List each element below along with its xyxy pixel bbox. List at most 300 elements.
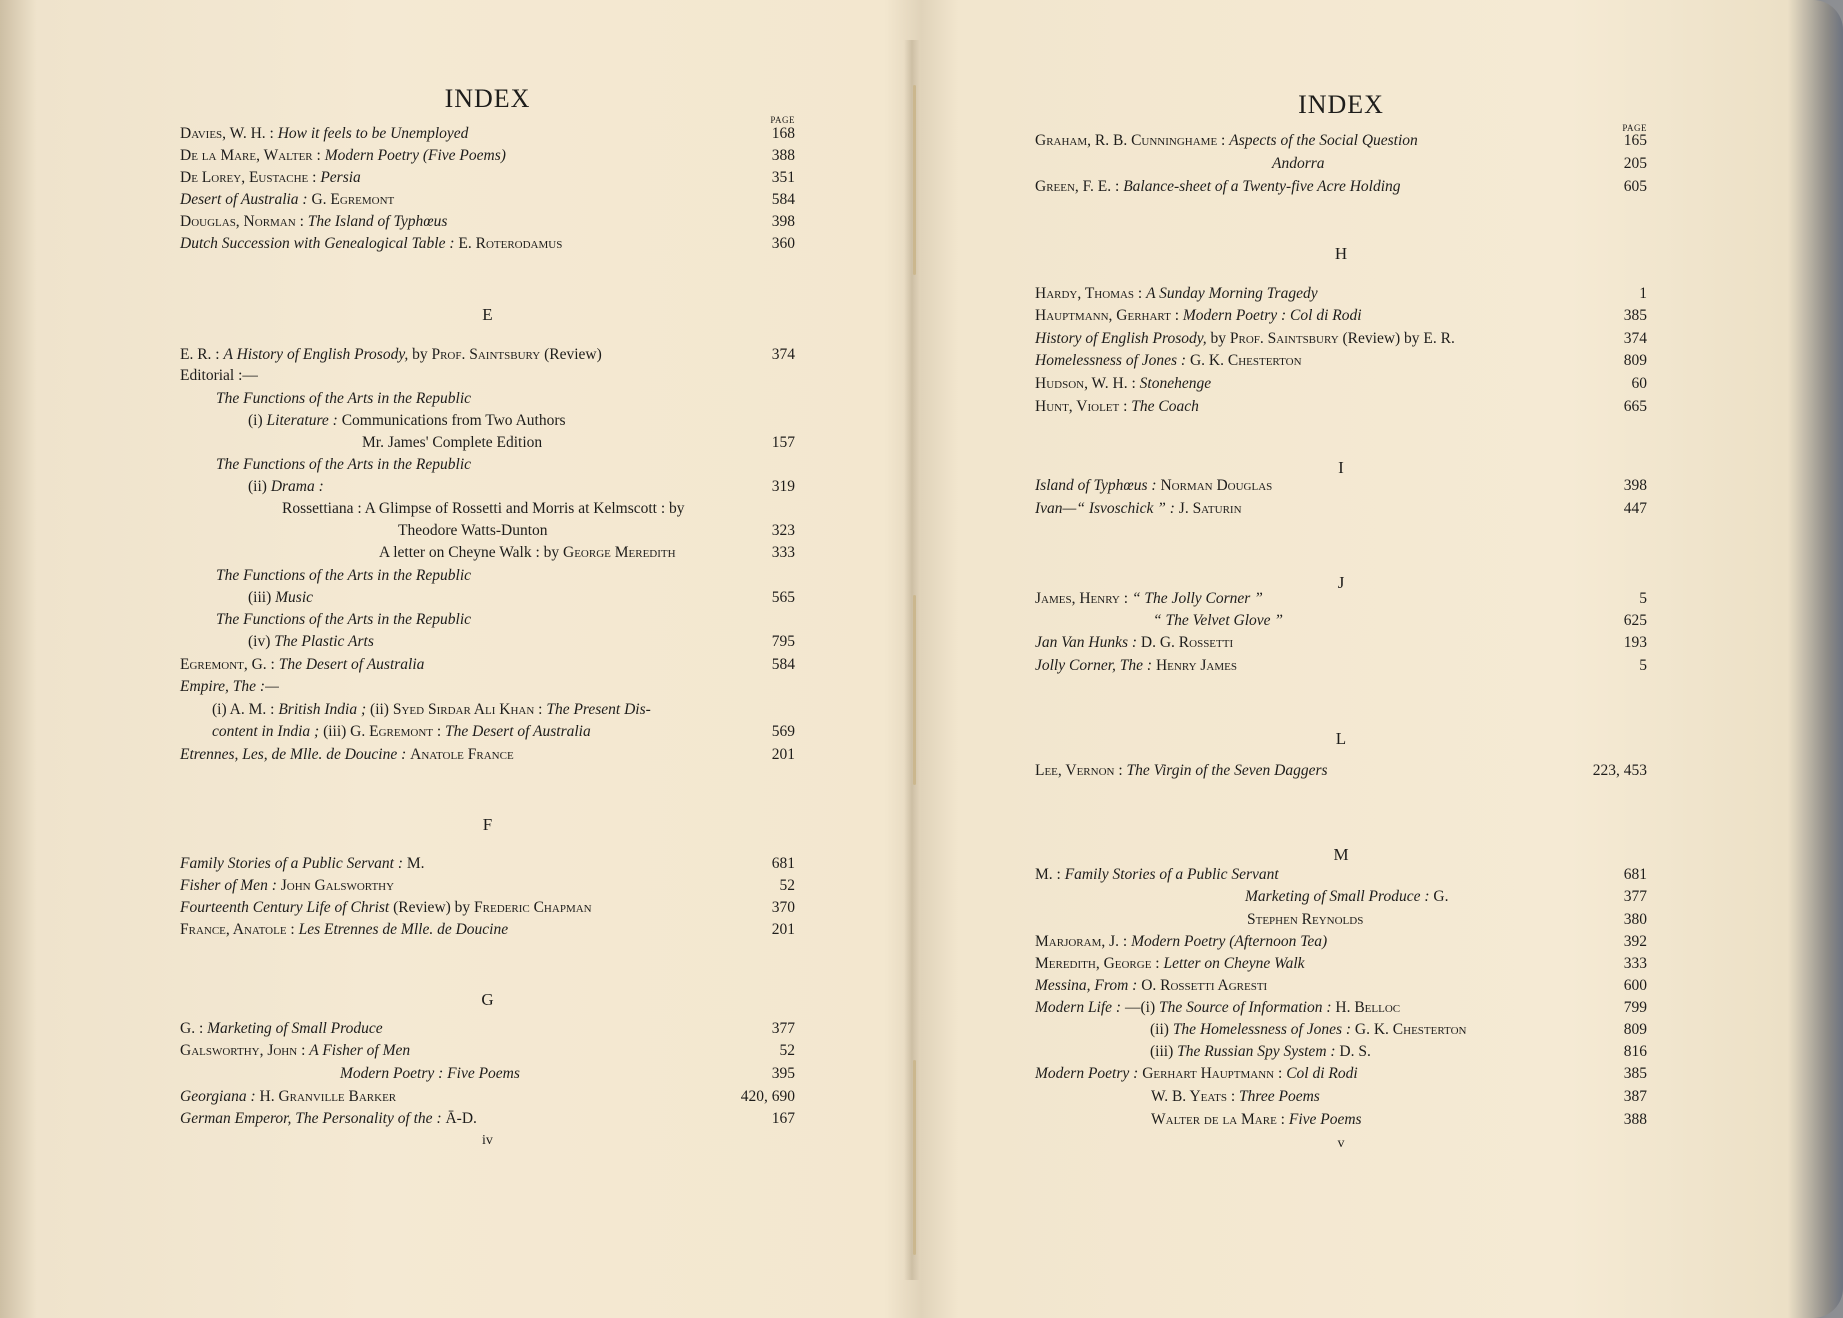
index-entry: [1035, 375, 1647, 397]
entry-text-part: G. K. Chesterton: [1189, 352, 1302, 369]
entry-text: [1035, 933, 1327, 951]
entry-text-part: Henry James: [1155, 657, 1237, 674]
entry-text-part: Editorial :—: [180, 367, 258, 384]
section-letter: I: [1338, 458, 1344, 477]
index-entry: [180, 723, 795, 745]
entry-page-number: 569: [771, 723, 795, 740]
entry-text: [180, 855, 425, 873]
entry-page-number: 223, 453: [1592, 762, 1647, 779]
index-entry: [180, 191, 795, 213]
entry-text-part: Frederic Chapman: [474, 899, 592, 916]
entry-page-number: 380: [1623, 911, 1647, 928]
entry-text-part: Modern Poetry :: [1035, 1065, 1143, 1082]
index-entry: [1035, 1021, 1647, 1043]
entry-text: [1151, 1111, 1362, 1129]
entry-text: [180, 1088, 396, 1106]
entry-text-part: De la Mare, Walter :: [180, 147, 325, 164]
entry-text-part: Balance-sheet of a Twenty-five Acre Holding: [1123, 178, 1401, 195]
entry-text: [340, 1065, 520, 1083]
entry-text: [1035, 352, 1302, 370]
index-entry: [1035, 911, 1647, 933]
entry-page-number: 584: [771, 191, 795, 208]
page-title: INDEX: [444, 84, 531, 113]
entry-text-part: Empire, The :—: [180, 678, 279, 695]
index-entry: [1035, 634, 1647, 656]
entry-text: [180, 678, 279, 696]
index-entry: [1035, 155, 1647, 177]
entry-text: [1035, 590, 1263, 608]
entry-text-part: Lee, Vernon :: [1035, 762, 1127, 779]
entry-text: [180, 191, 394, 209]
entry-text-part: H. Granville Barker: [259, 1088, 397, 1105]
entry-page-number: 665: [1623, 398, 1647, 415]
index-entry: [1035, 132, 1647, 154]
index-entry: [180, 1110, 795, 1132]
entry-page-number: 420, 690: [740, 1088, 795, 1105]
entry-text-part: Fourteenth Century Life of Christ: [180, 899, 394, 916]
section-letter: L: [1335, 729, 1347, 748]
index-entry: [180, 367, 795, 389]
entry-text: [1247, 911, 1363, 929]
entry-text-part: Green, F. E. :: [1035, 178, 1124, 195]
entry-text-part: Andorra: [1272, 155, 1325, 172]
entry-text: [248, 589, 313, 607]
entry-page-number: 799: [1623, 999, 1647, 1016]
index-entry: [180, 633, 795, 655]
entry-page-number: 565: [771, 589, 795, 606]
entry-text: [180, 656, 424, 674]
entry-text-part: James, Henry :: [1035, 590, 1132, 607]
entry-page-number: 584: [771, 656, 795, 673]
index-entry: [180, 346, 795, 368]
entry-text: [216, 567, 471, 585]
index-entry: [180, 567, 795, 589]
entry-text-part: (Review) by E. R.: [1338, 330, 1455, 347]
entry-text: [1151, 1088, 1320, 1106]
entry-text-part: (iii): [1150, 1043, 1178, 1060]
binding-thread: [913, 595, 916, 785]
entry-page-number: 60: [1631, 375, 1647, 392]
entry-text-part: Drama :: [270, 478, 324, 495]
index-entry: [180, 500, 795, 522]
entry-text-part: The Functions of the Arts in the Republic: [216, 390, 472, 407]
entry-text: [1035, 285, 1318, 303]
index-entry: [180, 1065, 795, 1087]
entry-text-part: M. :: [1035, 866, 1065, 883]
entry-page-number: 165: [1623, 132, 1647, 149]
entry-text-part: Norman Douglas: [1160, 477, 1273, 494]
entry-text-part: The Virgin of the Seven Daggers: [1126, 762, 1328, 779]
entry-text: [212, 701, 651, 719]
entry-page-number: 205: [1623, 155, 1647, 172]
index-entry: [1035, 307, 1647, 329]
entry-text: [248, 412, 566, 430]
entry-text: [1035, 178, 1401, 196]
entry-page-number: 600: [1623, 977, 1647, 994]
entry-text: [1035, 977, 1267, 995]
page-title: INDEX: [1298, 90, 1384, 119]
entry-page-number: 392: [1623, 933, 1647, 950]
entry-text: [180, 125, 468, 143]
entry-text-part: Egremont :: [369, 723, 446, 740]
index-entry: [1035, 398, 1647, 420]
entry-text-part: “ The Velvet Glove ”: [1153, 612, 1284, 629]
entry-text: [180, 877, 394, 895]
entry-text-part: A Fisher of Men: [309, 1042, 411, 1059]
index-entry: [1035, 612, 1647, 634]
entry-text-part: Gerhart Hauptmann :: [1142, 1065, 1287, 1082]
index-entry: [180, 589, 795, 611]
entry-page-number: 377: [1623, 888, 1647, 905]
entry-text-part: Syed Sirdar Ali Khan :: [392, 701, 547, 718]
index-entry: [180, 412, 795, 434]
entry-text-part: The Coach: [1131, 398, 1199, 415]
entry-text-part: D. G. Rossetti: [1140, 634, 1234, 651]
index-entry: [180, 125, 795, 147]
entry-text-part: Stephen Reynolds: [1247, 911, 1364, 928]
entry-page-number: 370: [771, 899, 795, 916]
entry-page-number: 809: [1623, 352, 1647, 369]
entry-text-part: (iv): [248, 633, 275, 650]
entry-text-part: The Source of Information :: [1159, 999, 1336, 1016]
entry-text: [1035, 1065, 1358, 1083]
entry-text-part: Egremont, G. :: [180, 656, 279, 673]
entry-text-part: Ivan—“ Isvoschick ” :: [1035, 500, 1179, 517]
entry-page-number: 351: [771, 169, 795, 186]
entry-text-part: British India ;: [278, 701, 371, 718]
index-entry: [180, 544, 795, 566]
index-entry: [180, 921, 795, 943]
entry-text-part: Prof. Saintsbury: [431, 346, 541, 363]
entry-text-part: (i): [248, 412, 267, 429]
entry-text-part: De Lorey, Eustache :: [180, 169, 321, 186]
entry-text-part: Homelessness of Jones :: [1035, 352, 1190, 369]
entry-text-part: Five Poems: [1288, 1111, 1362, 1128]
entry-page-number: 605: [1623, 178, 1647, 195]
index-entry: [180, 656, 795, 678]
entry-text-part: Marketing of Small Produce: [207, 1020, 383, 1037]
entry-text-part: France, Anatole :: [180, 921, 299, 938]
entry-page-number: 374: [771, 346, 795, 363]
entry-page-number: 201: [771, 746, 795, 763]
entry-text-part: John Galsworthy: [280, 877, 395, 894]
section-letter: G: [481, 990, 494, 1009]
entry-text-part: How it feels to be Unemployed: [277, 125, 469, 142]
index-entry: [1035, 1088, 1647, 1110]
entry-text: [1035, 999, 1400, 1017]
entry-text-part: Marjoram, J. :: [1035, 933, 1132, 950]
entry-page-number: 167: [771, 1110, 795, 1127]
entry-text: [1150, 1021, 1466, 1039]
section-letter: M: [1333, 845, 1349, 864]
entry-text: [180, 147, 506, 165]
entry-text-part: Family Stories of a Public Servant: [1064, 866, 1279, 883]
section-letter: F: [482, 815, 493, 834]
entry-text-part: H. Belloc: [1335, 999, 1401, 1016]
entry-page-number: 625: [1623, 612, 1647, 629]
entry-text-part: O. Rossetti Agresti: [1141, 977, 1268, 994]
binding-thread: [913, 85, 916, 275]
entry-page-number: 374: [1623, 330, 1647, 347]
index-entry: [180, 1020, 795, 1042]
entry-text: [1245, 888, 1448, 906]
entry-text-part: Graham, R. B. Cunninghame :: [1035, 132, 1230, 149]
entry-page-number: 395: [771, 1065, 795, 1082]
entry-text-part: The Functions of the Arts in the Republic: [216, 456, 472, 473]
entry-text: [180, 899, 592, 917]
entry-text-part: (i) A. M. :: [212, 701, 279, 718]
index-entry: [1035, 590, 1647, 612]
entry-text: [379, 544, 676, 562]
index-entry: [180, 434, 795, 456]
index-entry: [180, 899, 795, 921]
entry-text-part: Etrennes, Les, de Mlle. de Doucine :: [180, 746, 411, 763]
entry-text-part: Walter de la Mare :: [1151, 1111, 1289, 1128]
entry-text-part: Modern Life :: [1035, 999, 1125, 1016]
entry-text-part: Desert of Australia :: [180, 191, 312, 208]
index-entry: [180, 611, 795, 633]
entry-text-part: Modern Poetry (Afternoon Tea): [1131, 933, 1328, 950]
entry-text-part: Music: [275, 589, 314, 606]
entry-page-number: 681: [1623, 866, 1647, 883]
index-entry: [1035, 1065, 1647, 1087]
entry-text: [1150, 1043, 1371, 1061]
entry-page-number: 360: [771, 235, 795, 252]
index-entry: [1035, 1043, 1647, 1065]
entry-text-part: Island of Typhœus :: [1035, 477, 1161, 494]
index-entry: [1035, 477, 1647, 499]
index-entry: [180, 678, 795, 700]
index-entry: [1035, 285, 1647, 307]
entry-page-number: 201: [771, 921, 795, 938]
entry-text-part: E. R. :: [180, 346, 224, 363]
entry-text: [180, 367, 258, 385]
entry-text-part: Meredith, George :: [1035, 955, 1164, 972]
entry-text-part: George Meredith: [563, 544, 676, 561]
entry-text-part: Dutch Succession with Genealogical Table :: [180, 235, 459, 252]
entry-text-part: Hunt, Violet :: [1035, 398, 1132, 415]
entry-text-part: Family Stories of a Public Servant :: [180, 855, 407, 872]
entry-text-part: Ā-D.: [445, 1110, 477, 1127]
entry-text: [1035, 866, 1279, 884]
entry-page-number: 681: [771, 855, 795, 872]
entry-text-part: G. K. Chesterton: [1354, 1021, 1467, 1038]
entry-page-number: 388: [771, 147, 795, 164]
entry-text-part: M.: [406, 855, 425, 872]
entry-text-part: W. B. Yeats :: [1151, 1088, 1240, 1105]
index-entry: [1035, 500, 1647, 522]
entry-text-part: (ii): [1150, 1021, 1173, 1038]
entry-page-number: 333: [771, 544, 795, 561]
entry-text: [398, 522, 548, 540]
entry-text-part: Les Etrennes de Mlle. de Doucine: [298, 921, 509, 938]
index-entry: [180, 877, 795, 899]
entry-text: [180, 1020, 383, 1038]
entry-page-number: 816: [1623, 1043, 1647, 1060]
entry-text: [1035, 634, 1233, 652]
entry-text-part: Hardy, Thomas :: [1035, 285, 1147, 302]
entry-text: [1035, 132, 1418, 150]
entry-page-number: 52: [779, 877, 795, 894]
entry-page-number: 157: [771, 434, 795, 451]
entry-text-part: Persia: [320, 169, 361, 186]
section-letter: H: [1334, 244, 1348, 263]
entry-text: [216, 456, 471, 474]
entry-text-part: The Present Dis-: [546, 701, 651, 718]
entry-text-part: Georgiana :: [180, 1088, 260, 1105]
entry-text-part: Douglas, Norman :: [180, 213, 308, 230]
entry-text-part: J. Saturin: [1178, 500, 1242, 517]
entry-text-part: A History of English Prosody,: [223, 346, 413, 363]
entry-text-part: Anatole France: [410, 746, 514, 763]
entry-text-part: The Island of Typhœus: [307, 213, 448, 230]
section-letter: E: [482, 305, 493, 324]
entry-page-number: 398: [771, 213, 795, 230]
entry-page-number: 1: [1639, 285, 1647, 302]
entry-text-part: Three Poems: [1239, 1088, 1320, 1105]
entry-text: [1153, 612, 1283, 630]
entry-text: [180, 169, 361, 187]
entry-text-part: Col di Rodi: [1286, 1065, 1358, 1082]
entry-text-part: Theodore Watts-Dunton: [398, 522, 548, 539]
entry-text-part: Marketing of Small Produce :: [1245, 888, 1434, 905]
entry-text: [216, 611, 471, 629]
index-entry: [1035, 933, 1647, 955]
entry-text-part: —(i): [1124, 999, 1159, 1016]
entry-text: [212, 723, 591, 741]
entry-text-part: Letter on Cheyne Walk: [1163, 955, 1305, 972]
entry-page-number: 387: [1623, 1088, 1647, 1105]
index-entry: [1035, 999, 1647, 1021]
entry-text-part: (ii): [248, 478, 271, 495]
entry-text-part: (ii): [370, 701, 393, 718]
index-entry: [180, 213, 795, 235]
entry-text-part: The Desert of Australia: [278, 656, 425, 673]
entry-page-number: 319: [771, 478, 795, 495]
entry-text-part: A letter on Cheyne Walk : by: [379, 544, 564, 561]
page-folio: v: [1337, 1136, 1345, 1151]
entry-text-part: Modern Poetry : Five Poems: [340, 1065, 520, 1082]
index-entry: [180, 147, 795, 169]
index-entry: [180, 456, 795, 478]
entry-text-part: A Sunday Morning Tragedy: [1146, 285, 1318, 302]
entry-text-part: Literature :: [266, 412, 342, 429]
entry-text-part: D. S.: [1339, 1043, 1371, 1060]
entry-text-part: Galsworthy, John :: [180, 1042, 310, 1059]
entry-text-part: The Russian Spy System :: [1177, 1043, 1340, 1060]
index-entry: [1035, 657, 1647, 679]
entry-text: [180, 235, 562, 253]
entry-text-part: Modern Poetry (Five Poems): [324, 147, 506, 164]
entry-text-part: Hudson, W. H. :: [1035, 375, 1140, 392]
entry-page-number: 388: [1623, 1111, 1647, 1128]
entry-page-number: 809: [1623, 1021, 1647, 1038]
entry-text-part: (iii) G.: [323, 723, 370, 740]
page-column-heading: PAGE: [1622, 123, 1647, 133]
entry-text-part: (iii): [248, 589, 276, 606]
entry-text-part: Aspects of the Social Question: [1229, 132, 1418, 149]
entry-text-part: G. Egremont: [311, 191, 395, 208]
entry-page-number: 193: [1623, 634, 1647, 651]
entry-text-part: Fisher of Men :: [180, 877, 281, 894]
entry-text-part: by: [1210, 330, 1230, 347]
entry-page-number: 333: [1623, 955, 1647, 972]
entry-text-part: The Desert of Australia: [445, 723, 591, 740]
entry-page-number: 5: [1639, 590, 1647, 607]
entry-page-number: 447: [1623, 500, 1647, 517]
entry-text: [180, 1042, 410, 1060]
entry-text: [1035, 477, 1272, 495]
index-entry: [1035, 955, 1647, 977]
entry-text: [1035, 398, 1199, 416]
index-entry: [180, 1042, 795, 1064]
entry-text-part: (Review): [540, 346, 602, 363]
entry-text-part: The Functions of the Arts in the Republic: [216, 611, 472, 628]
entry-text-part: (Review) by: [393, 899, 475, 916]
index-entry: [180, 746, 795, 768]
entry-text-part: content in India ;: [212, 723, 324, 740]
binding-thread: [913, 1060, 916, 1255]
entry-text-part: History of English Prosody,: [1035, 330, 1211, 347]
entry-page-number: 795: [771, 633, 795, 650]
entry-page-number: 385: [1623, 1065, 1647, 1082]
entry-text: [1035, 330, 1455, 348]
entry-text: [1035, 375, 1211, 393]
entry-text: [180, 346, 602, 364]
entry-text: [1035, 955, 1305, 973]
entry-text-part: German Emperor, The Personality of the :: [180, 1110, 446, 1127]
entry-text-part: Jolly Corner, The :: [1035, 657, 1156, 674]
index-entry: [1035, 352, 1647, 374]
entry-text-part: Jan Van Hunks :: [1035, 634, 1141, 651]
index-entry: [180, 855, 795, 877]
entry-page-number: 385: [1623, 307, 1647, 324]
entry-text: [1035, 657, 1237, 675]
section-letter: J: [1337, 573, 1345, 592]
index-entry: [1035, 1111, 1647, 1133]
entry-text: [248, 478, 324, 496]
entry-text-part: The Plastic Arts: [274, 633, 374, 650]
index-entry: [1035, 866, 1647, 888]
book-gutter: [904, 40, 920, 1280]
entry-text: [1035, 307, 1362, 325]
entry-text: [180, 1110, 477, 1128]
entry-page-number: 52: [779, 1042, 795, 1059]
entry-text-part: Prof. Saintsbury: [1229, 330, 1339, 347]
entry-text: [362, 434, 542, 452]
entry-text: [180, 746, 514, 764]
entry-text-part: G.: [1433, 888, 1449, 905]
entry-text-part: G. :: [180, 1020, 208, 1037]
entry-page-number: 398: [1623, 477, 1647, 494]
entry-text: [216, 390, 471, 408]
entry-text: [1035, 762, 1328, 780]
entry-text-part: Stonehenge: [1139, 375, 1212, 392]
entry-text-part: Communications from Two Authors: [341, 412, 566, 429]
index-entry: [180, 390, 795, 412]
entry-text-part: E. Roterodamus: [458, 235, 563, 252]
entry-text-part: Mr. James' Complete Edition: [362, 434, 543, 451]
index-entry: [1035, 888, 1647, 910]
entry-page-number: 377: [771, 1020, 795, 1037]
index-entry: [1035, 178, 1647, 200]
index-entry: [180, 522, 795, 544]
entry-text: [180, 921, 508, 939]
entry-text: [248, 633, 374, 651]
index-entry: [180, 478, 795, 500]
index-entry: [180, 1088, 795, 1110]
entry-text-part: Davies, W. H. :: [180, 125, 278, 142]
